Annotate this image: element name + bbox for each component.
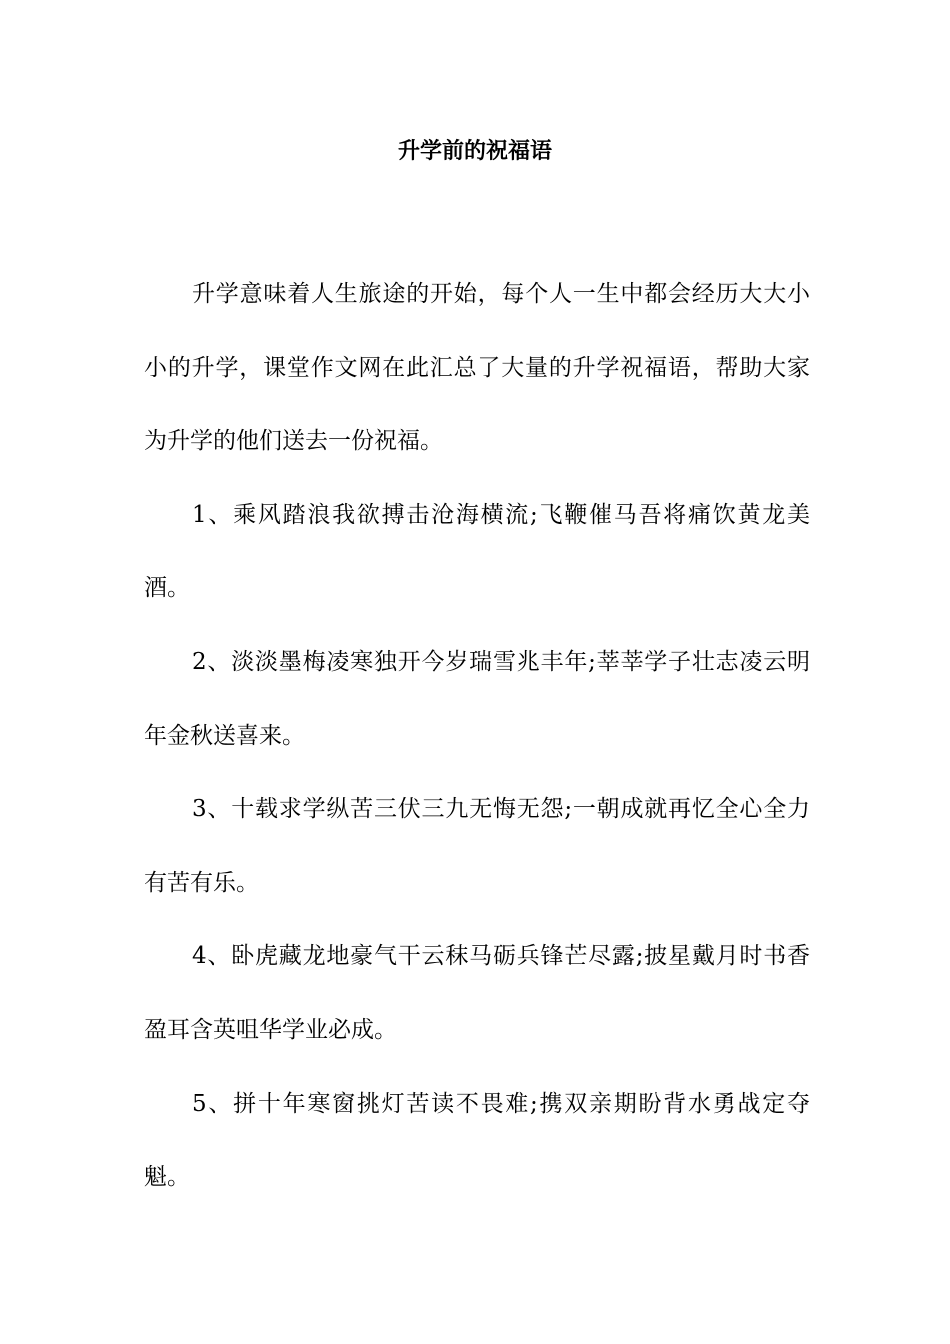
blessing-item-1: 1、乘风踏浪我欲搏击沧海横流;飞鞭催马吾将痛饮黄龙美酒。	[144, 501, 810, 602]
page-title: 升学前的祝福语	[397, 139, 552, 164]
document-body	[144, 258, 810, 1215]
blessing-item-3: 3、十载求学纵苦三伏三九无悔无怨;一朝成就再忆全心全力有苦有乐。	[144, 796, 810, 896]
blessing-item-2: 2、淡淡墨梅凌寒独开今岁瑞雪兆丰年;莘莘学子壮志凌云明年金秋送喜来。	[144, 648, 810, 749]
blessing-item-4: 4、卧虎藏龙地豪气干云秣马砺兵锋芒尽露;披星戴月时书香盈耳含英咀华学业必成。	[144, 943, 810, 1043]
intro-paragraph: 升学意味着人生旅途的开始，每个人一生中都会经历大大小小的升学，课堂作文网在此汇总了大量的升学祝福语，帮助大家为升学的他们送去一份祝福。	[144, 281, 810, 455]
blessing-item-5: 5、拼十年寒窗挑灯苦读不畏难;携双亲期盼背水勇战定夺魁。	[144, 1090, 810, 1191]
